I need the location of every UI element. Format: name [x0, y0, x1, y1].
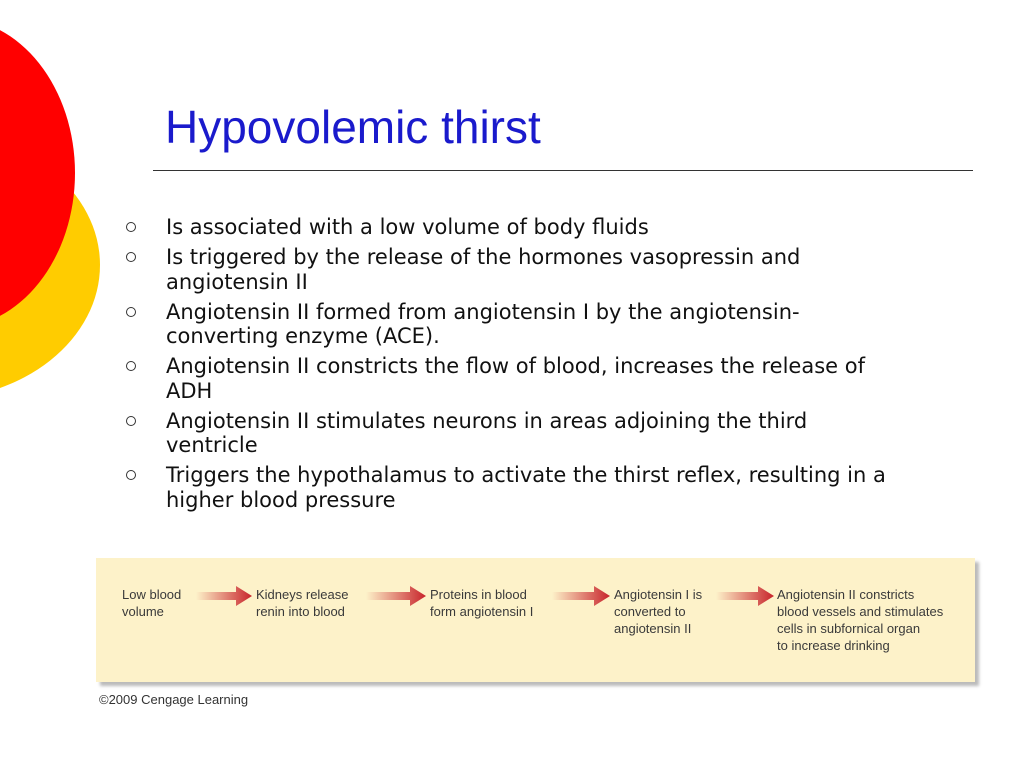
flow-step-angiotensin-conversion [614, 586, 702, 637]
flow-step-line: Low blood [122, 587, 182, 602]
flow-diagram [96, 558, 975, 682]
flow-arrow-icon [716, 584, 776, 608]
flow-step-line: blood vessels and stimulates [777, 604, 944, 619]
bullet-item [120, 463, 970, 512]
hollow-circle-bullet-icon [126, 470, 136, 480]
bullet-item [120, 300, 970, 349]
bullet-line: higher blood pressure [166, 487, 396, 512]
bullet-line: Is associated with a low volume of body fluids [166, 215, 649, 239]
flow-step-line: Proteins in blood [430, 587, 527, 602]
hollow-circle-bullet-icon [126, 361, 136, 371]
bullet-line: converting enzyme (ACE). [166, 324, 440, 348]
hollow-circle-bullet-icon [126, 416, 136, 426]
flow-step-line: to increase drinking [777, 638, 890, 653]
flow-step-line: form angiotensin I [430, 604, 534, 619]
hollow-circle-bullet-icon [126, 222, 136, 232]
flow-step-line: Kidneys release [256, 587, 349, 602]
bullet-line: Triggers the hypothalamus to activate the thirst reflex, resulting in a [166, 463, 886, 487]
bullet-item [120, 409, 970, 458]
bullet-line: ventricle [166, 433, 258, 457]
bullet-item [120, 215, 970, 240]
flow-step-low-blood-volume [122, 586, 181, 620]
flow-step-line: angiotensin II [614, 621, 692, 636]
flow-step-line: volume [122, 604, 164, 619]
flow-step-line: Angiotensin I is [614, 587, 703, 602]
bullet-line: Is triggered by the release of the hormones vasopressin and [166, 245, 801, 269]
bullet-item [120, 354, 970, 403]
flow-step-kidneys [256, 586, 349, 620]
flow-arrow-icon [366, 584, 428, 608]
bullet-line: ADH [166, 378, 213, 403]
flow-arrow-icon [196, 584, 254, 608]
flow-step-proteins [430, 586, 533, 620]
copyright-notice: ©2009 Cengage Learning [99, 692, 249, 707]
bullet-list [120, 215, 970, 518]
hollow-circle-bullet-icon [126, 307, 136, 317]
bullet-line: Angiotensin II formed from angiotensin I by the angiotensin- [166, 299, 800, 324]
flow-step-line: Angiotensin II constricts [777, 587, 915, 602]
slide-title: Hypovolemic thirst [165, 101, 541, 153]
bullet-line: angiotensin II [166, 269, 308, 294]
title-divider [153, 170, 973, 171]
flow-step-line: renin into blood [256, 604, 345, 619]
bullet-line: Angiotensin II stimulates neurons in areas adjoining the third [166, 408, 808, 433]
flow-arrow-icon [552, 584, 612, 608]
flow-step-line: converted to [614, 604, 686, 619]
hollow-circle-bullet-icon [126, 252, 136, 262]
bullet-line: Angiotensin II constricts the flow of blood, increases the release of [166, 354, 865, 378]
flow-step-increase-drinking [777, 586, 943, 654]
bullet-item [120, 245, 970, 294]
flow-step-line: cells in subfornical organ [777, 621, 921, 636]
